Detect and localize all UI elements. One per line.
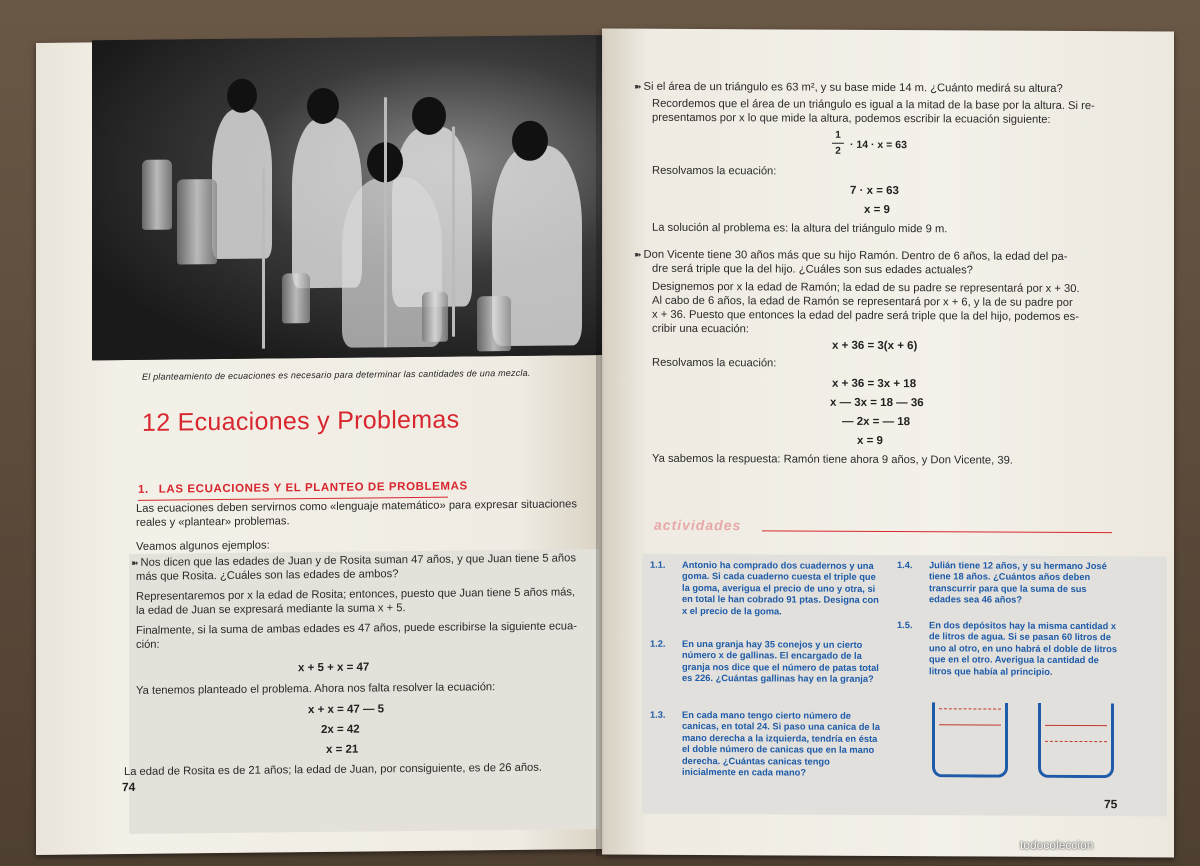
activity-text: Antonio ha comprado dos cuadernos y una goma. Si cada cuaderno cuesta el triple que la goma, averigua el precio de uno y otra, si en total le han cobrado 91 ptas. Designa con x el precio de la goma. [682,559,879,617]
answer-line: Ya sabemos la respuesta: Ramón tiene ahora 9 años, y Don Vicente, 39. [652,452,1013,467]
problem-1-text: Si el área de un triángulo es 63 m², y su base mide 14 m. ¿Cuánto medirá su altura? [643,80,1063,95]
fraction-bar [832,143,844,144]
water-level-dashed [939,708,1001,709]
water-level-dashed [1045,741,1107,742]
laboratory-photo [92,35,602,360]
problem-2-expl-d: cribir una ecuación: [652,322,750,336]
equation-area-3: x = 9 [864,203,890,217]
watermark-text: todocoleccion [1020,838,1094,852]
example-text-1a: Nos dicen que las edades de Juan y de Rosita suman 47 años, y que Juan tiene 5 años [140,552,576,569]
section-title [138,480,468,495]
example-line-2b: la edad de Juan se expresará mediante la suma x + 5. [136,602,406,617]
problem-1-expl-b: presentamos por x lo que mide la altura, podemos escribir la ecuación siguiente: [652,111,1051,126]
book-gutter [596,36,610,856]
photo-caption: El planteamiento de ecuaciones es necesario para determinar las cantidades de una mezcla. [142,367,531,382]
equation-ages-4: — 2x = — 18 [842,415,911,429]
equation-area: · 14 · x = 63 [850,138,907,152]
example-line-3a: Finalmente, si la suma de ambas edades es 47 años, puede escribirse la siguiente ecua- [136,620,577,637]
activity-text: En una granja hay 35 conejos y un cierto número x de gallinas. El encargado de la granja nos dice que el número de patas total es 226. ¿Cuántas gallinas hay en la granja? [682,638,879,685]
activity-text: En cada mano tengo cierto número de canicas, en total 24. Si paso una canica de la mano derecha a la izquierda, tendría en ésta el doble número de canicas que en la mano derecha. ¿Cuántas canicas tengo inicialmente en cada mano? [682,709,880,778]
activity-number: 1.1. [650,559,666,570]
bullet-arrow-icon: ➽ [634,81,642,92]
intro-line-1: Las ecuaciones deben servirnos como «lenguaje matemático» para expresar situaciones [136,498,577,515]
problem-2-line-b: dre será triple que la del hijo. ¿Cuáles son sus edades actuales? [652,262,973,277]
example-line-2a: Representaremos por x la edad de Rosita; entonces, puesto que Juan tiene 5 años más, [136,586,576,603]
equation-ages-2: x + 36 = 3x + 18 [832,377,917,391]
intro-line-2: reales y «plantear» problemas. [136,515,290,529]
equation-3: 2x = 42 [321,723,360,736]
beaker-left-icon [932,702,1008,777]
equation-2: x + x = 47 — 5 [308,703,385,717]
activity-number: 1.3. [650,709,666,720]
fraction-denominator: 2 [835,145,841,157]
beaker-right-icon [1038,703,1114,778]
activity-text: En dos depósitos hay la misma cantidad x de litros de agua. Si se pasan 60 litros de uno al otro, en uno habrá el doble de litros que en el otro. Averigua la cantidad de litros que había al principio. [929,620,1118,677]
equation-1: x + 5 + x = 47 [298,661,370,675]
resolve-label-2: Resolvamos la ecuación: [652,356,777,370]
example-line-4: Ya tenemos planteado el problema. Ahora nos falta resolver la ecuación: [136,681,496,697]
page-number-right: 75 [1104,797,1118,812]
section-title-text: LAS ECUACIONES Y EL PLANTEO DE PROBLEMAS [158,480,468,496]
bullet-arrow-icon: ➽ [131,557,139,568]
intro-line-3: Veamos algunos ejemplos: [136,539,270,553]
page-number-left: 74 [122,779,136,795]
equation-4: x = 21 [326,743,359,756]
problem-2-expl-c: x + 36. Puesto que entonces la edad del padre será triple que la del hijo, podemos es- [652,308,1079,323]
fraction-one-half [832,130,844,157]
example-line-3b: ción: [136,638,160,651]
activities-underline [762,530,1112,533]
equation-area-2: 7 · x = 63 [850,184,899,198]
equation-ages-5: x = 9 [857,434,883,447]
problem-2-expl-b: Al cabo de 6 años, la edad de Ramón se representará por x + 6, y la de su padre por [652,294,1073,309]
example-line-5: La edad de Rosita es de 21 años; la edad de Juan, por consiguiente, es de 26 años. [124,761,542,779]
fraction-numerator: 1 [835,129,841,141]
left-page [36,37,602,855]
example-line-1b: más que Rosita. ¿Cuáles son las edades de ambos? [136,568,399,583]
bullet-arrow-icon: ➽ [634,249,642,260]
activity-number: 1.2. [650,638,666,649]
activities-title: actividades [654,516,742,534]
activity-text: Julián tiene 12 años, y su hermano José tiene 18 años. ¿Cuántos años deben transcurrir para que la suma de sus edades sea 46 años? [929,560,1107,605]
problem-1-expl-a: Recordemos que el área de un triángulo es igual a la mitad de la base por la altura. Si re- [652,97,1095,113]
activity-number: 1.4. [897,560,913,571]
activity-number: 1.5. [897,620,913,631]
problem-2-expl-a: Designemos por x la edad de Ramón; la edad de su padre se representará por x + 30. [652,280,1080,296]
problem-1-line [634,81,1104,97]
chapter-title: 12 Ecuaciones y Problemas [142,405,460,437]
problem-2-text-a: Don Vicente tiene 30 años más que su hijo Ramón. Dentro de 6 años, la edad del pa- [643,248,1068,263]
solution-line-1: La solución al problema es: la altura del triángulo mide 9 m. [652,221,948,236]
right-page [602,29,1174,858]
section-number: 1. [138,483,149,496]
resolve-label-1: Resolvamos la ecuación: [652,164,777,178]
equation-ages-3: x — 3x = 18 — 36 [830,396,924,410]
equation-ages-1: x + 36 = 3(x + 6) [832,339,918,353]
water-level-solid [1045,725,1107,726]
water-level-solid [939,724,1001,725]
